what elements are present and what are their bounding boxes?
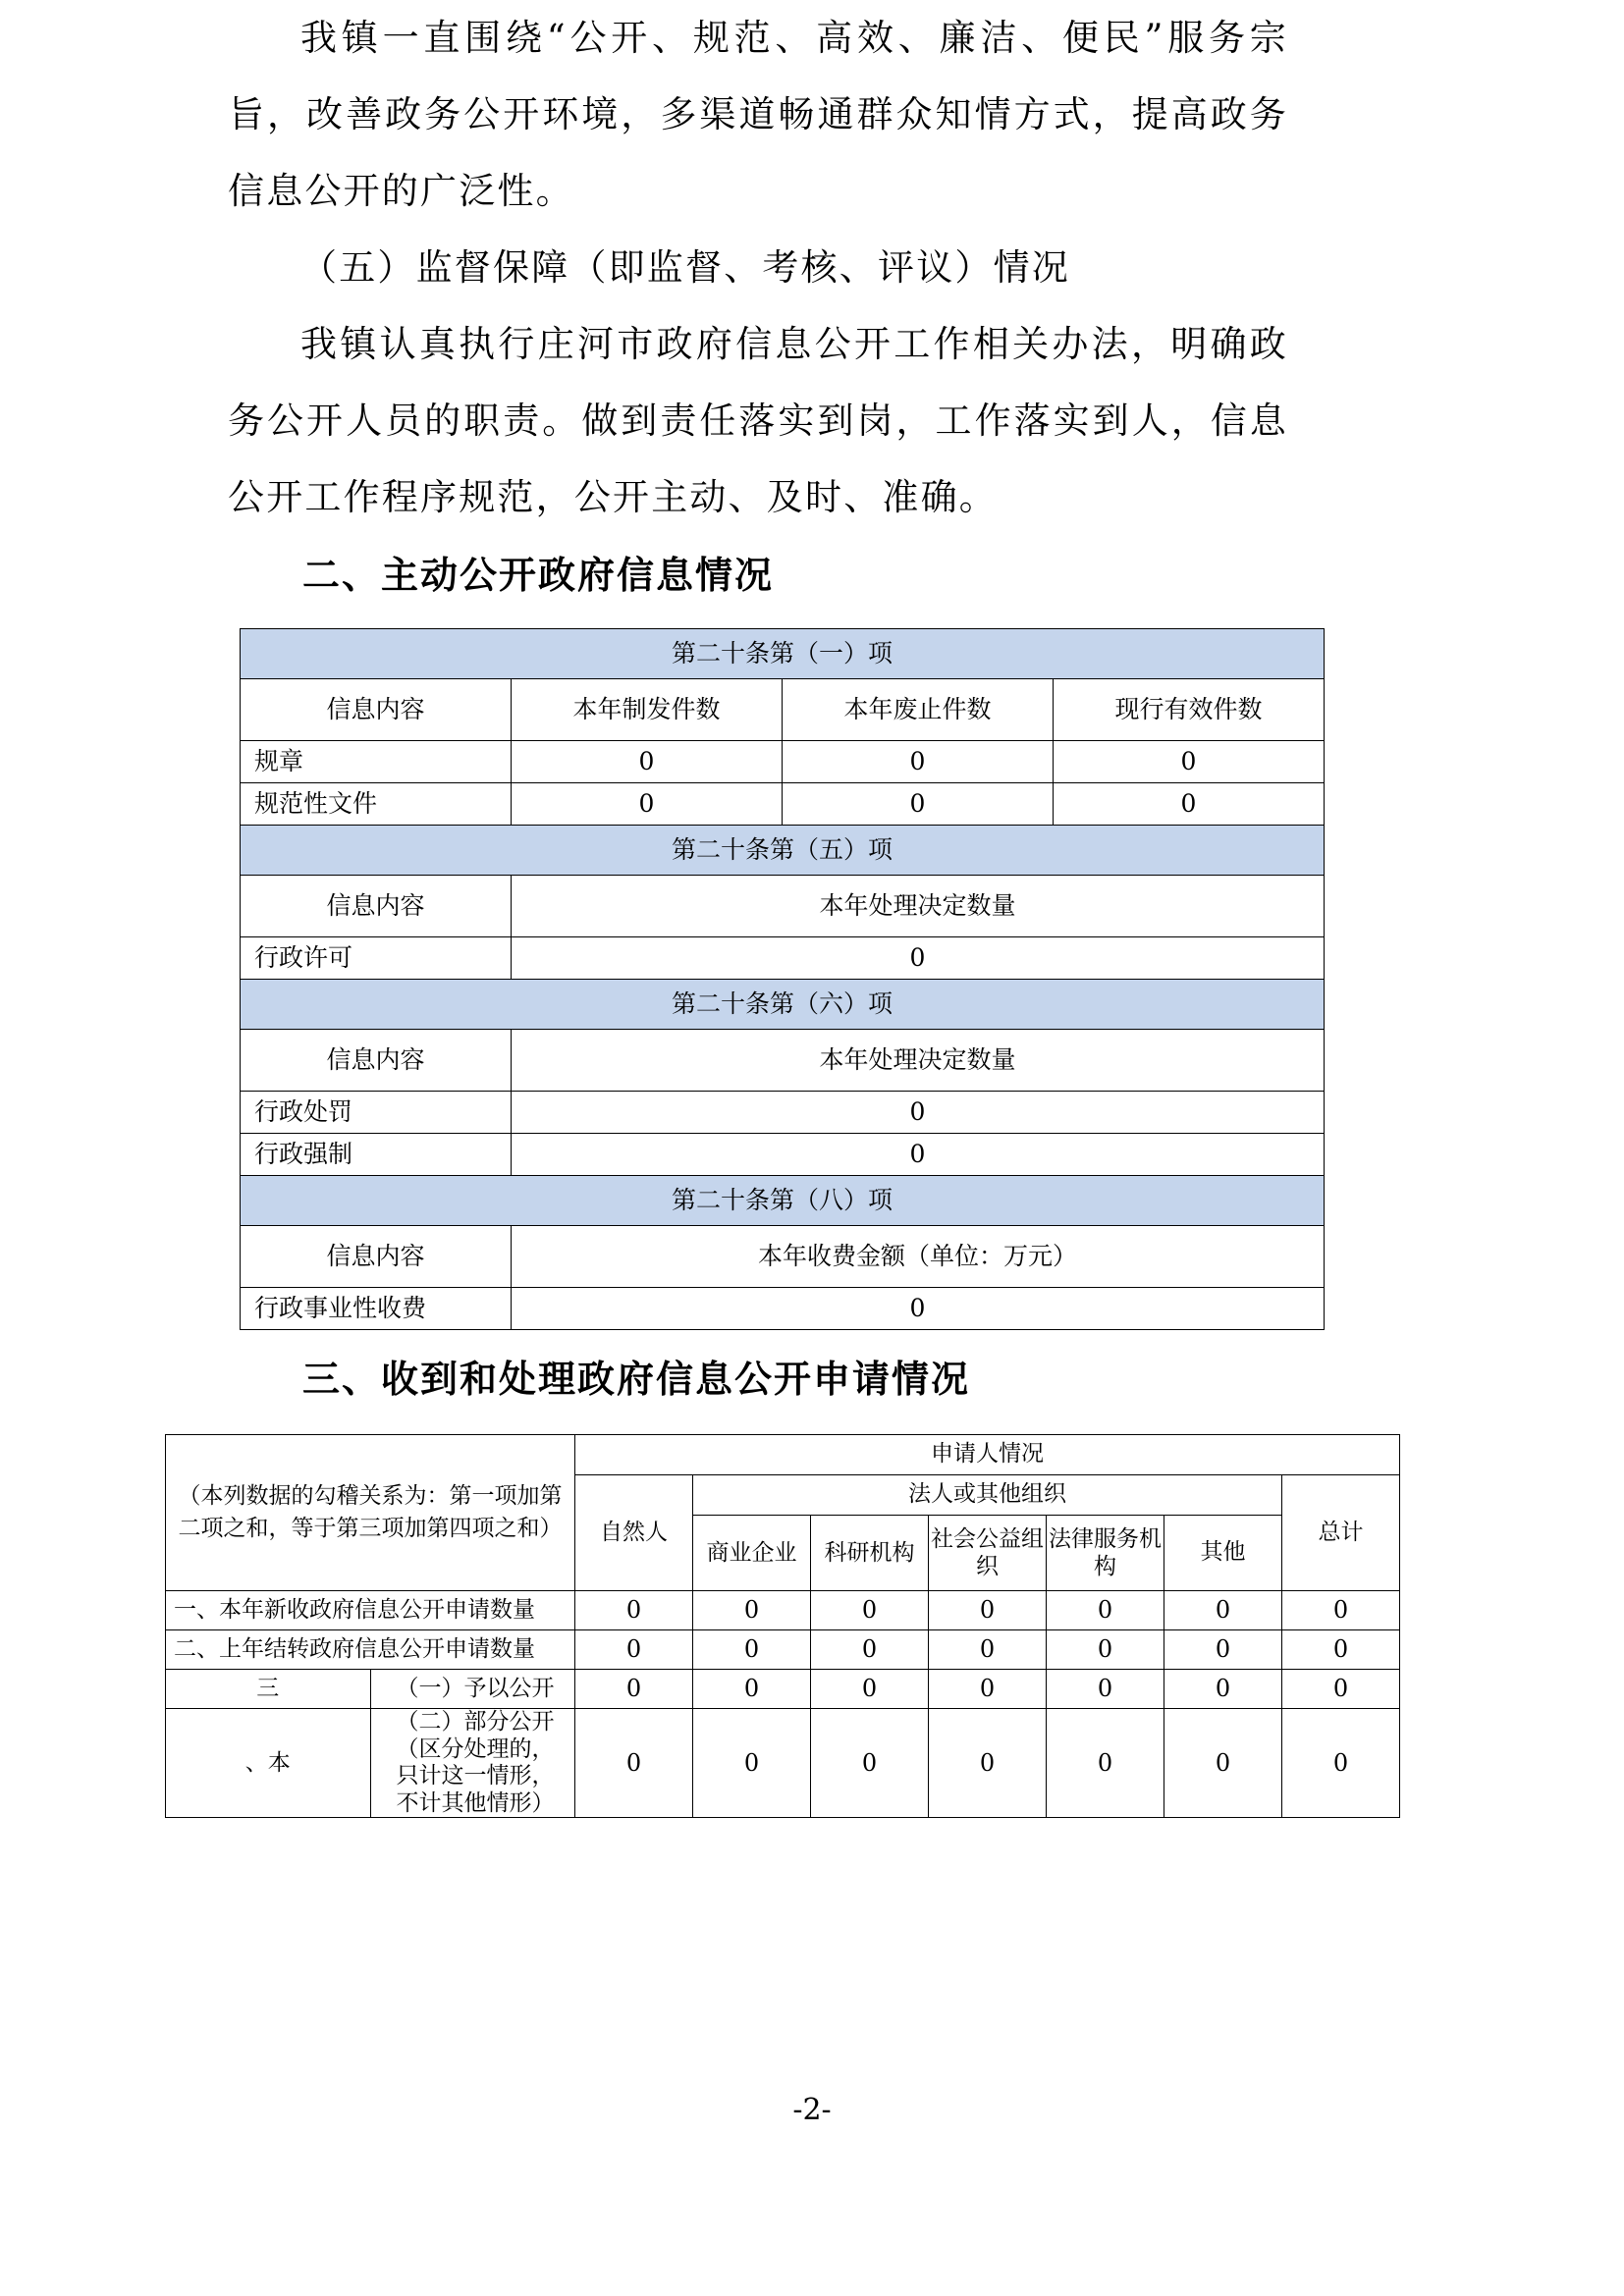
col-header-legal-entity: 法人或其他组织 xyxy=(693,1475,1282,1516)
cell-value: 0 xyxy=(1047,1670,1164,1709)
cell-value: 0 xyxy=(811,1709,929,1818)
cell-value: 0 xyxy=(512,783,783,826)
section-three-heading: 三、收到和处理政府信息公开申请情况 xyxy=(302,1358,971,1401)
page-number: -2- xyxy=(792,2093,832,2127)
table-row xyxy=(166,1630,1400,1670)
table-row xyxy=(166,1709,1400,1818)
cell-value: 0 xyxy=(1047,1709,1164,1818)
row-label-regulation: 规章 xyxy=(241,741,512,783)
row-index-three: 三 xyxy=(166,1670,371,1709)
cell-value: 0 xyxy=(1282,1670,1400,1709)
cell-value: 0 xyxy=(1164,1591,1282,1630)
table-row xyxy=(241,1134,1325,1176)
applications-table xyxy=(165,1434,1400,1818)
cell-value: 0 xyxy=(1164,1709,1282,1818)
cell-value: 0 xyxy=(693,1670,811,1709)
col-header-research-institution: 科研机构 xyxy=(811,1516,929,1591)
table-band-row xyxy=(241,980,1325,1030)
band-label-4: 第二十条第（八）项 xyxy=(241,1176,1325,1226)
table-header-row xyxy=(241,1030,1325,1092)
cell-value: 0 xyxy=(575,1630,693,1670)
cell-value: 0 xyxy=(575,1670,693,1709)
cell-value: 0 xyxy=(512,1288,1325,1330)
row-index-three-cont: 、本 xyxy=(166,1709,371,1818)
cell-value: 0 xyxy=(1164,1670,1282,1709)
col-header-content-2: 信息内容 xyxy=(241,876,512,937)
proactive-disclosure-table xyxy=(240,628,1325,1330)
table-header-row xyxy=(166,1435,1400,1475)
cell-value: 0 xyxy=(512,741,783,783)
cell-value: 0 xyxy=(575,1591,693,1630)
table-header-row xyxy=(241,1226,1325,1288)
cell-value: 0 xyxy=(1054,783,1325,826)
cell-value: 0 xyxy=(783,741,1054,783)
page-content xyxy=(174,0,1406,1818)
paragraph-one: 我镇一直围绕“公开、规范、高效、廉洁、便民”服务宗旨，改善政务公开环境，多渠道畅通群众知情方式，提高政务信息公开的广泛性。 xyxy=(228,17,1288,212)
cell-value: 0 xyxy=(929,1709,1047,1818)
cell-value: 0 xyxy=(1047,1591,1164,1630)
cell-value: 0 xyxy=(929,1670,1047,1709)
col-header-public-welfare-org: 社会公益组织 xyxy=(929,1516,1047,1591)
col-header-commercial-enterprise: 商业企业 xyxy=(693,1516,811,1591)
cell-value: 0 xyxy=(811,1630,929,1670)
row-label-carryover-applications: 二、上年结转政府信息公开申请数量 xyxy=(166,1630,575,1670)
applicant-group-header: 申请人情况 xyxy=(575,1435,1400,1475)
cell-value: 0 xyxy=(1054,741,1325,783)
cell-value: 0 xyxy=(1164,1630,1282,1670)
table-row xyxy=(241,741,1325,783)
cell-value: 0 xyxy=(929,1630,1047,1670)
band-label-1: 第二十条第（一）项 xyxy=(241,629,1325,679)
row-label-normative-doc: 规范性文件 xyxy=(241,783,512,826)
cell-value: 0 xyxy=(929,1591,1047,1630)
col-header-other: 其他 xyxy=(1164,1516,1282,1591)
table-band-row xyxy=(241,629,1325,679)
col-header-legal-service-org: 法律服务机构 xyxy=(1047,1516,1164,1591)
col-header-content-3: 信息内容 xyxy=(241,1030,512,1092)
col-header-fee-amount: 本年收费金额（单位：万元） xyxy=(512,1226,1325,1288)
row-label-admin-coercion: 行政强制 xyxy=(241,1134,512,1176)
table-row xyxy=(166,1591,1400,1630)
table-header-row xyxy=(241,876,1325,937)
section-two-heading: 二、主动公开政府信息情况 xyxy=(302,554,775,597)
cell-value: 0 xyxy=(693,1630,811,1670)
row-label-admin-fee: 行政事业性收费 xyxy=(241,1288,512,1330)
table-row xyxy=(241,937,1325,980)
corner-note: （本列数据的勾稽关系为：第一项加第二项之和，等于第三项加第四项之和） xyxy=(166,1435,575,1591)
table-row xyxy=(241,1288,1325,1330)
cell-value: 0 xyxy=(575,1709,693,1818)
paragraph-two: 我镇认真执行庄河市政府信息公开工作相关办法，明确政务公开人员的职责。做到责任落实到岗，工作落实到人，信息公开工作程序规范，公开主动、及时、准确。 xyxy=(228,323,1288,518)
cell-value: 0 xyxy=(1282,1630,1400,1670)
band-label-3: 第二十条第（六）项 xyxy=(241,980,1325,1030)
col-header-content-1: 信息内容 xyxy=(241,679,512,741)
col-header-repealed: 本年废止件数 xyxy=(783,679,1054,741)
cell-value: 0 xyxy=(1282,1709,1400,1818)
col-header-issued: 本年制发件数 xyxy=(512,679,783,741)
col-header-decisions-2: 本年处理决定数量 xyxy=(512,876,1325,937)
cell-value: 0 xyxy=(512,937,1325,980)
col-header-content-4: 信息内容 xyxy=(241,1226,512,1288)
table-row xyxy=(241,1092,1325,1134)
col-header-natural-person: 自然人 xyxy=(575,1475,693,1591)
table-row xyxy=(241,783,1325,826)
col-header-decisions-3: 本年处理决定数量 xyxy=(512,1030,1325,1092)
cell-value: 0 xyxy=(783,783,1054,826)
cell-value: 0 xyxy=(1282,1591,1400,1630)
band-label-2: 第二十条第（五）项 xyxy=(241,826,1325,876)
table-row xyxy=(166,1670,1400,1709)
subsection-heading-five: （五）监督保障（即监督、考核、评议）情况 xyxy=(300,246,1070,289)
row-label-fully-disclosed: （一）予以公开 xyxy=(370,1670,575,1709)
col-header-total: 总计 xyxy=(1282,1475,1400,1591)
cell-value: 0 xyxy=(1047,1630,1164,1670)
cell-value: 0 xyxy=(811,1670,929,1709)
cell-value: 0 xyxy=(693,1591,811,1630)
table-header-row xyxy=(241,679,1325,741)
row-label-partially-disclosed: （二）部分公开（区分处理的，只计这一情形，不计其他情形） xyxy=(370,1709,575,1818)
table-band-row xyxy=(241,1176,1325,1226)
table-band-row xyxy=(241,826,1325,876)
row-label-new-applications: 一、本年新收政府信息公开申请数量 xyxy=(166,1591,575,1630)
col-header-effective: 现行有效件数 xyxy=(1054,679,1325,741)
cell-value: 0 xyxy=(512,1134,1325,1176)
row-label-admin-penalty: 行政处罚 xyxy=(241,1092,512,1134)
cell-value: 0 xyxy=(811,1591,929,1630)
cell-value: 0 xyxy=(512,1092,1325,1134)
cell-value: 0 xyxy=(693,1709,811,1818)
row-label-admin-license: 行政许可 xyxy=(241,937,512,980)
